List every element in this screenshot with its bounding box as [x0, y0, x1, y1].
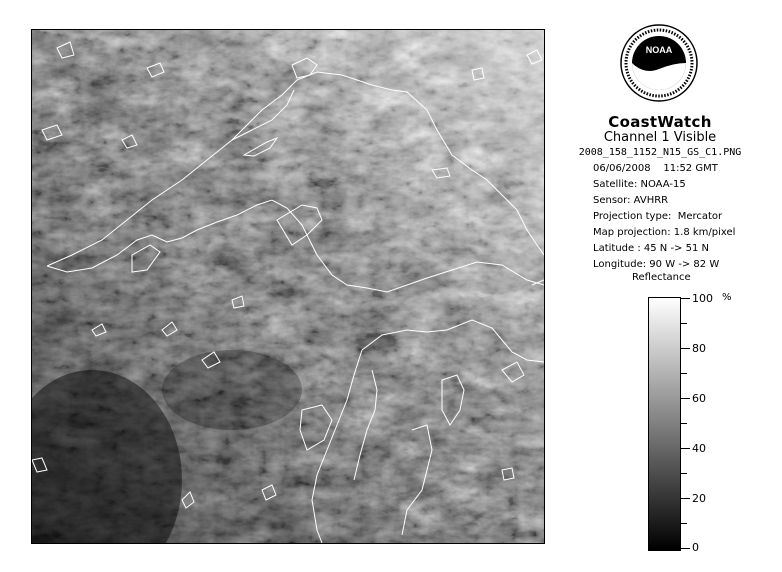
- acquisition-datetime: 06/06/2008 11:52 GMT: [593, 163, 718, 174]
- noaa-logo-text: NOAA: [645, 45, 673, 55]
- legend-title: Reflectance: [632, 272, 691, 283]
- colorbar-label-80: 80: [692, 342, 706, 355]
- colorbar-label-60: 60: [692, 392, 706, 405]
- colorbar-tick: [681, 373, 687, 374]
- satellite-name: Satellite: NOAA-15: [593, 179, 686, 190]
- colorbar-tick: [681, 298, 690, 299]
- map-projection: Map projection: 1.8 km/pixel: [593, 227, 736, 238]
- colorbar-tick: [681, 448, 690, 449]
- latitude-range: Latitude : 45 N -> 51 N: [593, 243, 709, 254]
- colorbar-tick: [681, 398, 690, 399]
- satellite-image: [31, 29, 545, 544]
- projection-type: Projection type: Mercator: [593, 211, 723, 222]
- colorbar-tick: [681, 523, 687, 524]
- longitude-range: Longitude: 90 W -> 82 W: [593, 259, 720, 270]
- reflectance-colorbar: [648, 297, 681, 551]
- colorbar-label-0: 0: [692, 541, 699, 554]
- sensor-name: Sensor: AVHRR: [593, 195, 669, 206]
- colorbar-tick: [681, 348, 690, 349]
- satellite-image-canvas: [32, 30, 544, 543]
- colorbar-label-40: 40: [692, 442, 706, 455]
- colorbar-tick: [681, 548, 690, 549]
- colorbar-tick: [681, 473, 687, 474]
- colorbar-label-20: 20: [692, 492, 706, 505]
- noaa-logo-icon: [619, 23, 699, 103]
- colorbar-label-100: 100: [692, 292, 713, 305]
- app-title: CoastWatch: [608, 113, 712, 131]
- noaa-logo: [619, 23, 699, 103]
- image-filename: 2008_158_1152_N15_GS_C1.PNG: [578, 147, 742, 158]
- channel-name: Channel 1 Visible: [603, 130, 717, 145]
- colorbar-tick: [681, 323, 687, 324]
- legend-unit: %: [722, 292, 732, 303]
- colorbar-tick: [681, 498, 690, 499]
- colorbar-tick: [681, 423, 687, 424]
